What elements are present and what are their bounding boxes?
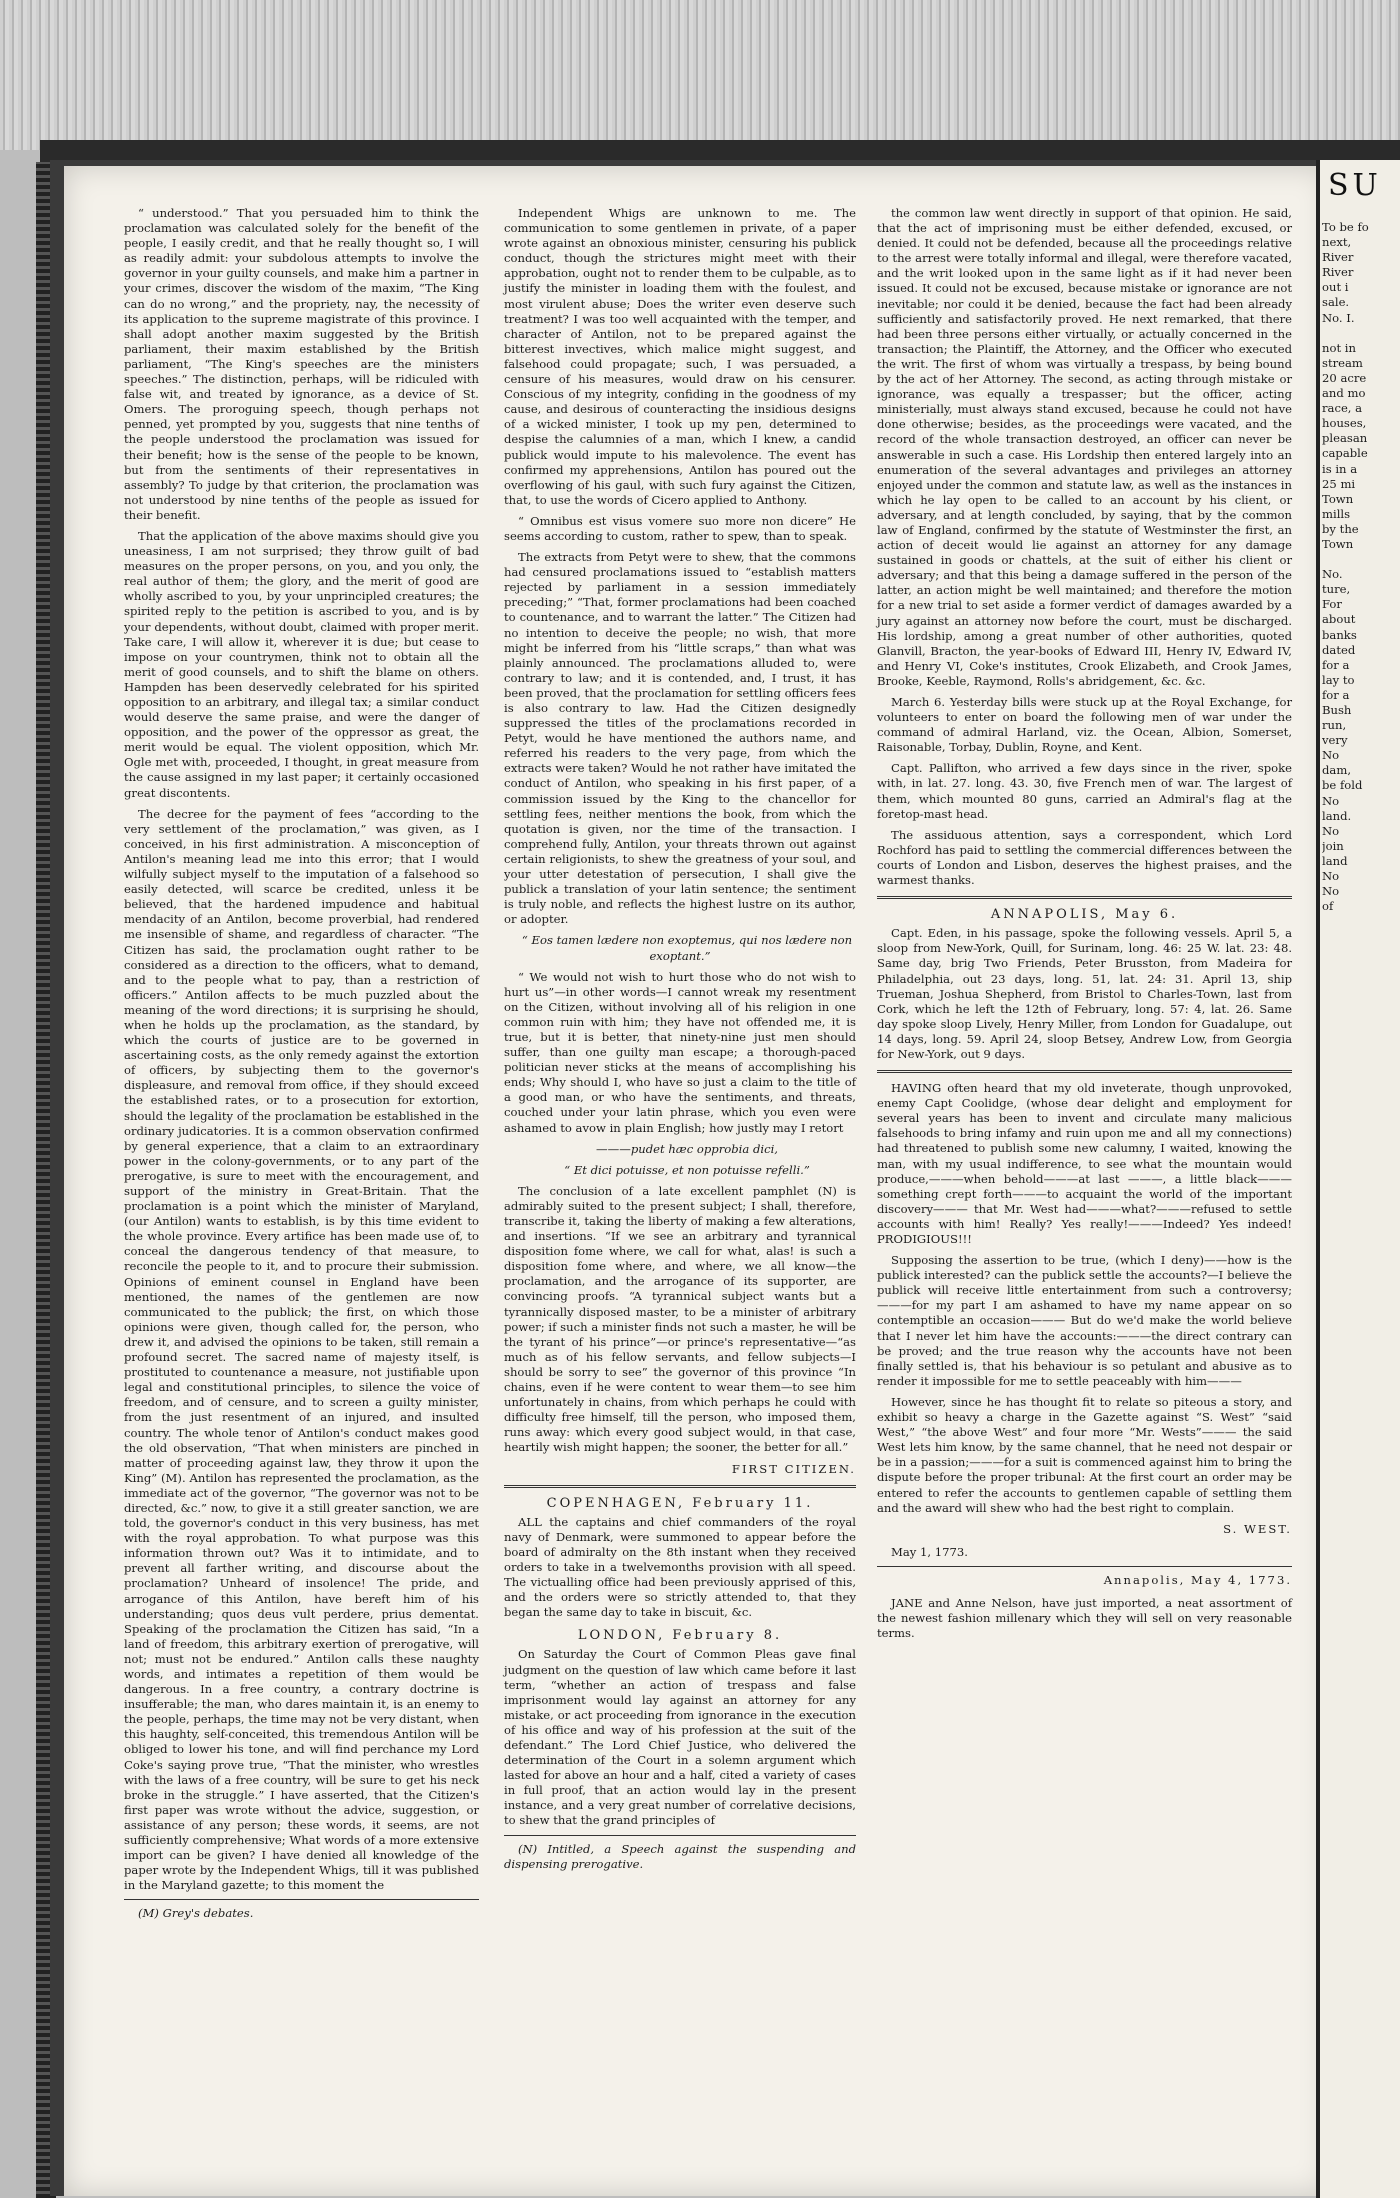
divider [877, 1070, 1292, 1073]
divider [877, 1566, 1292, 1567]
col2-paragraph: The conclusion of a late excellent pamphlet (N) is admirably suited to the present subject; I shall, therefore, transcribe it, taking the liberty of making a few alterations, and insertions. “If we see an arbitrary and tyrannical disposition fome where, we call for what, alas! is such a disposition fome where, and where, we all know—the proclamation, and the arrogance of its supporter, are convincing proofs. “A tyrannical subject wants but a tyrannically disposed master, to be a minister of arbitrary power; if such a minister finds not such a master, he will be the tyrant of his prince”—or prince's representative—“as much as of his fellow servants, and fellow subjects—I should be sorry to see” the governor of this province “In chains, even if he were content to wear them—to see him unfortunately in chains, from which perhaps he could with difficulty free himself, till the person, who imposed them, runs away: which every good subject would, in that case, heartily wish might happen; the sooner, the better for all.” [504, 1183, 856, 1455]
facing-page-fragment: race, a [1322, 401, 1363, 416]
latin-dici: “ Et dici potuisse, et non potuisse refelli.” [564, 1162, 810, 1177]
newspaper-page [50, 160, 1329, 2196]
column-2 [504, 206, 856, 1878]
facing-page-fragment: No [1322, 869, 1340, 884]
west-date: May 1, 1773. [891, 1544, 968, 1559]
facing-page-fragment: is in a [1322, 461, 1358, 476]
divider [124, 1899, 479, 1900]
binding-band [40, 140, 1400, 162]
latin-pudet: ———pudet hæc opprobia dici, [596, 1141, 778, 1156]
nelson-ad: JANE and Anne Nelson, have just imported, a neat assortment of the newest fashion millenary which they will sell on very reasonable terms. [877, 1595, 1292, 1641]
facing-page-fragment: No [1322, 748, 1340, 763]
col3-paragraph: March 6. Yesterday bills were stuck up at the Royal Exchange, for volunteers to enter on board the following men of war under the command of admiral Harland, viz. the Ocean, Albion, Somerset, Raisonable, Torbay, Dublin, Royne, and Kent. [877, 695, 1292, 755]
facing-page-fragment: and mo [1322, 386, 1366, 401]
having-text: HAVING often heard that my old inveterate, though unprovoked, enemy Capt Coolidge, (whose dear delight and employment for several years has been to invent and circulate many malicious falsehoods to bring infamy and ruin upon me and all my connections) had threatened to publish some new calumny, I waited, knowing the man, with my usual indifference, to see what the mountain would produce,———when behold———at last ———, a little black———something crept forth———to acquaint the world of the important discovery——— that Mr. West had———what?———refused to settle accounts with him! Really? Yes really!———Indeed? Yes indeed! PRODIGIOUS!!! [877, 1081, 1292, 1246]
facing-page-fragment: No [1322, 823, 1340, 838]
col3-paragraph: Capt. Pallifton, who arrived a few days since in the river, spoke with, in lat. 27. long. 43. 30, five French men of war. The largest of them, which mounted 80 guns, carried an Admiral's flag at the foretop-mast head. [877, 761, 1292, 821]
facing-page-fragment: Town [1322, 491, 1354, 506]
annapolis-heading: ANNAPOLIS, May 6. [990, 907, 1179, 923]
col1-paragraph: That the application of the above maxims should give you uneasiness, I am not surprised; they throw guilt of bad measures on the proper persons, on you, and you only, the real author of them; the glory, and the merit of good are wholly ascribed to you, by your unprincipled creatures; the spirited reply to the petition is ascribed to you, and is by your dependents, without doubt, claimed with proper merit. Take care, I will allow it, wherever it is due; but cease to impose on your countrymen, think not to obtain all the merit of good counsels, and to shift the blame on others. Hampden has been deservedly celebrated for his spirited opposition to an arbitrary, and illegal tax; a similar conduct would deserve the same praise, and were the danger of opposition, and the power of the oppressor as great, the merit would be equal. The violent opposition, which Mr. Ogle met with, proceeded, I thought, in great measure from the cause assigned in my last paper; it certainly occasioned great discontents. [124, 528, 479, 800]
facing-page-fragment: about [1322, 612, 1356, 627]
col2-paragraph: Independent Whigs are unknown to me. The communication to some gentlemen in private, of a paper wrote against an obnoxious minister, censuring his publick conduct, though the strictures might meet with their approbation, ought not to render them to be culpable, as to justify the minister in loading them with the foulest, and most virulent abuse; Does the writer even deserve such treatment? I was too well acquainted with the temper, and character of Antilon, not to be prepared against the bitterest invectives, which malice might suggest, and falsehood could propagate; such, I was persuaded, a censure of his measures, would draw on his censurer. Conscious of my integrity, confiding in the goodness of my cause, and desirous of counteracting the insidious designs of a wicked minister, I took up my pen, determined to despise the calumnies of a man, which I knew, a candid publick would impute to his malevolence. The event has confirmed my apprehensions, Antilon has poured out the overflowing of his gaul, with such fury against the Citizen, that, to use the words of Cicero applied to Anthony. [504, 206, 856, 507]
col1-paragraph: The decree for the payment of fees “according to the very settlement of the proclamation,” was given, as I conceived, in his first administration. A misconception of Antilon's meaning lead me into this error; that I would wilfully subject myself to the imputation of a falsehood so easily detected, will scarce be credited, unless it be believed, that the hardened impudence and habitual mendacity of an Antilon, become proverbial, had rendered me insensible of shame, and regardless of character. “The Citizen has said, the proclamation ought rather to be considered as a direction to the officers, what to demand, and to the people what to pay, than a restriction of officers.” Antilon affects to be much puzzled about the meaning of the word directions; it is surprising he should, when he holds up the proclamation, as the standard, by which the courts of justice are to be governed in ascertaining costs, as the only remedy against the extortion of officers, by subjecting them to the governor's displeasure, and removal from office, if they should exceed the established rates, or to a prosecution for extortion, should the legality of the proclamation be established in the ordinary judicatories. It is a common observation confirmed by general experience, that a claim to an extraordinary power in the colony-governments, or to any part of the prerogative, is sure to meet with the encouragement, and support of the ministry in Great-Britain. That the proclamation is a point which the minister of Maryland, (our Antilon) wants to establish, is by this time evident to the whole province. Every artifice has been made use of, to conceal the dangerous tendency of that measure, to reconcile the people to it, and to procure their submission. Opinions of eminent counsel in England have been mentioned, the names of the gentlemen are now communicated to the publick; the first, on which those opinions were given, though called for, the person, who drew it, and advised the opinions to be taken, still remain a profound secret. The sacred name of majesty itself, is prostituted to countenance a measure, not justifiable upon legal and constitutional principles, to silence the voice of freedom, and of censure, and to screen a guilty minister, from the just resentment of an injured, and insulted country. The whole tenor of Antilon's conduct makes good the old observation, “That when ministers are pinched in matter of proceeding against law, they throw it upon the King” (M). Antilon has represented the proclamation, as the immediate act of the governor, “The governor was not to be directed, &c.” now, to give it a still greater sanction, we are told, the governor's conduct in this very business, has met with the royal approbation. To what purpose was this information thrown out? Was it to intimidate, and to prevent all farther writing, and discourse about the proclamation? Unheard of insolence! The pride, and arrogance of this Antilon, have bereft him of his understanding; quos deus vult perdere, prius dementat. Speaking of the proclamation the Citizen has said, “In a land of freedom, this arbitrary exertion of prerogative, will not; must not be endured.” Antilon calls these naughty words, and intimates a repetition of them would be dangerous. In a free country, a contrary doctrine is insufferable; the man, who dares maintain it, is an enemy to the people, perhaps, the time may not be very distant, when this haughty, self-conceited, this tremendous Antilon will be obliged to lower his tone, and will find perchance my Lord Coke's saying prove true, “That the minister, who wrestles with the laws of a free country, will be sure to get his neck broke in the struggle.” I have asserted, that the Citizen's first paper was wrote without the advice, suggestion, or assistance of any person; these words, it seems, are not sufficiently comprehensive; What words of a more extensive import can be given? I have denied all knowledge of the paper wrote by the Independent Whigs, till it was published in the Maryland gazette; to this moment the [124, 806, 479, 1893]
facing-page-fragment: out i [1322, 280, 1349, 295]
col2-paragraph: “ We would not wish to hurt those who do not wish to hurt us”—in other words—I cannot wreak my resentment on the Citizen, without involving all of his religion in one common ruin with him; they have not offended me, it is true, but it is better, that ninety-nine just men should suffer, than one guilty man escape; a thorough-paced politician never sticks at the means of accomplishing his ends; Why should I, who have so just a claim to the title of a good man, or who have the sentiments, and threats, couched under your latin phrase, which you even were ashamed to avow in plain English; how justly may I retort [504, 969, 856, 1135]
facing-page-fragment: land [1322, 853, 1348, 868]
divider [504, 1835, 856, 1836]
signature-first-citizen: FIRST CITIZEN. [731, 1461, 856, 1476]
divider [877, 896, 1292, 899]
facing-page-fragment: for a [1322, 687, 1350, 702]
facing-page-fragment: To be fo [1322, 220, 1369, 234]
facing-page-fragment: not in [1322, 340, 1356, 355]
london-text: On Saturday the Court of Common Pleas gave final judgment on the question of law which came before it last term, “whether an action of trespass and false imprisonment would lay against an attorney for any mistake, or act proceeding from ignorance in the execution of his office and way of his profession at the suit of the defendant.” The Lord Chief Justice, who delivered the determination of the Court in a solemn argument which lasted for above an hour and a half, cited a variety of cases in full proof, that an action would lay in the present instance, and a very great number of correlative decisions, to shew that the grand principles of [504, 1647, 856, 1828]
scan-top-margin [0, 0, 1400, 150]
facing-page-fragment: No [1322, 793, 1340, 808]
facing-page-fragment: pleasan [1322, 431, 1368, 446]
facing-page-fragment [1322, 326, 1400, 341]
copenhagen-text: ALL the captains and chief commanders of the royal navy of Denmark, were summoned to appear before the board of admiralty on the 8th instant when they received orders to take in a twelvemonths provision with all speed. The victualling office had been previously apprised of this, and the orders were so strictly attended to, that they began the same day to take in biscuit, &c. [504, 1514, 856, 1620]
facing-page-fragment: by the [1322, 521, 1359, 536]
facing-page-fragment: next, [1322, 235, 1352, 250]
col2-paragraph: The extracts from Petyt were to shew, that the commons had censured proclamations issued to “establish matters rejected by parliament in a session immediately preceding;” “That, former proclamations had been coached to countenance, and to warrant the latter.” The Citizen had no intention to deceive the people; no wish, that more might be inferred from his “little scraps,” than what was plainly announced. The proclamations alluded to, were contrary to law; and it is contended, and, I trust, it has been proved, that the proclamation for settling officers fees is also contrary to law. Had the Citizen designedly suppressed the titles of the proclamations recorded in Petyt, would he have mentioned the authors name, and referred his readers to the very page, from which the extracts were taken? Would he not rather have imitated the conduct of Antilon, who speaking in his first paper, of a commission issued by the King to the chancellor for settling fees, neither mentions the book, from which the quotation is given, nor the time of the transaction. I comprehend fully, Antilon, your threats thrown out against certain religionists, to shew the greatness of your soul, and your utter detestation of persecution, I shall give the publick a translation of your latin sentence; the sentiment is truly noble, and reflects the highest lustre on its author, or adopter. [504, 550, 856, 927]
however-text: However, since he has thought fit to relate so piteous a story, and exhibit so heavy a charge in the Gazette against “S. West” “said West,” “the above West” and four more “Mr. Wests”——— the said West lets him know, by the same channel, that he need not despair or be in a passion;———for a suit is commenced against him to bring the dispute before the proper tribunal: At the first court an order may be entered to refer the accounts to gentlemen capable of settling them and the award will shew who had the best right to complain. [877, 1394, 1292, 1515]
facing-page-fragment: 25 mi [1322, 476, 1356, 491]
facing-page-fragment: sale. [1322, 295, 1350, 310]
column-3 [877, 206, 1292, 1647]
facing-page-fragment: very [1322, 733, 1348, 748]
col3-paragraph: the common law went directly in support of that opinion. He said, that the act of imprisoning must be either defended, excused, or denied. It could not be defended, because all the proceedings relative to the arrest were totally informal and illegal, were therefore vacated, and the writ looked upon in the same light as if it had never been issued. It could not be excused, because mistake or ignorance are not inevitable; nor could it be denied, because the fact had been already sufficiently and satisfactorily proved. He next remarked, that there had been three persons either virtually, or actually concerned in the transaction; the Plaintiff, the Attorney, and the Officer who executed the writ. The first of whom was virtually a trespass, by being bound by the act of her Attorney. The second, as acting through mistake or ignorance, was equally a trespasser; but the officer, acting ministerially, must always stand excused, because he could not have done otherwise; besides, as the proceedings were vacated, and the record of the whole transaction destroyed, an officer can never be answerable in such a case. His Lordship then entered largely into an enumeration of the several advantages and privileges an attorney enjoyed under the common and statute law, as well as the instances in which he lay open to be called to an account by his client, or adversary, and at length concluded, by saying, that by the common law of England, confirmed by the statute of Westminster the first, an action of deceit would lie against an attorney for any damage sustained in goods or chattels, at the suit of either his client or adversary; and that this being a damage suffered in the person of the latter, an action might be well maintained; and therefore the motion for a new trial to set aside a former verdict of damages awarded by a jury against an attorney now before the court, must be discharged. His lordship, among a great number of other authorities, quoted Glanvill, Bracton, the year-books of Edward III, Henry IV, Edward IV, and Henry VI, Coke's institutes, Crook Elizabeth, and Crook James, Brooke, Keeble, Raymond, Rolls's abridgement, &c. &c. [877, 206, 1292, 688]
facing-page-fragment: No. I. [1322, 310, 1355, 325]
ad-dateline: Annapolis, May 4, 1773. [1103, 1572, 1292, 1587]
footnote-n: (N) Intitled, a Speech against the suspending and dispensing prerogative. [504, 1841, 856, 1871]
facing-page-fragment: for a [1322, 657, 1350, 672]
facing-page-fragment: River [1322, 250, 1354, 265]
london-heading: LONDON, February 8. [577, 1628, 783, 1644]
col3-paragraph: The assiduous attention, says a correspondent, which Lord Rochford has paid to settling the commercial differences between the courts of London and Lisbon, deserves the highest praises, and the warmest thanks. [877, 827, 1292, 888]
facing-page-fragment: Town [1322, 536, 1354, 551]
facing-page-fragment: run, [1322, 718, 1347, 733]
facing-page-fragment: ture, [1322, 582, 1351, 597]
facing-page-fragment: houses, [1322, 416, 1367, 431]
facing-page-fragment: dam, [1322, 763, 1352, 778]
signature-west: S. WEST. [1223, 1521, 1292, 1536]
facing-page-fragment: lay to [1322, 672, 1355, 687]
facing-page-fragment: capable [1322, 446, 1368, 461]
facing-page-fragment: of [1322, 899, 1334, 914]
facing-page-fragment: stream [1322, 355, 1363, 370]
facing-page-fragment: dated [1322, 642, 1356, 657]
col1-paragraph: “ understood.” That you persuaded him to think the proclamation was calculated solely for the benefit of the people, I easily credit, and that he really thought so, I will as readily admit: your subdolous attempts to involve the governor in your guilty counsels, and make him a partner in your crimes, discover the wisdom of the maxim, “The King can do no wrong,” and the propriety, nay, the necessity of its application to the supreme magistrate of this province. I shall adopt another maxim suggested by the British parliament, their maxim established by the British parliament, “The King's speeches are the ministers speeches.” The distinction, perhaps, will be ridiculed with false wit, and treated by ignorance, as a device of St. Omers. The proroguing speech, though perhaps not penned, yet prompted by you, suggests that nine tenths of the people understood the proclamation was issued for their benefit; how is the sense of the people to be known, but from the sentiments of their representatives in assembly? To judge by that criterion, the proclamation was not understood by nine tenths of the people as issued for their benefit. [124, 206, 479, 522]
annapolis-text: Capt. Eden, in his passage, spoke the following vessels. April 5, a sloop from New-York, Quill, for Surinam, long. 46: 25 W. lat. 23: 48. Same day, brig Two Friends, Peter Brusston, from Madeira for Philadelphia, out 23 days, long. 51, lat. 24: 31. April 13, ship Trueman, Joshua Shepherd, from Bristol to Charles-Town, last from Cork, which he left the 12th of February, long. 57: 4, lat. 26. Same day spoke sloop Lively, Henry Miller, from London for Guadalupe, out 14 days, long. 59. April 24, sloop Betsey, Andrew Low, from Georgia for New-York, out 9 days. [877, 926, 1292, 1061]
facing-page-fragment: join [1322, 838, 1344, 853]
col2-paragraph: “ Omnibus est visus vomere suo more non dicere” He seems according to custom, rather to spew, than to speak. [504, 513, 856, 543]
facing-page-fragment: land. [1322, 808, 1352, 823]
footnote-m: (M) Grey's debates. [138, 1906, 254, 1921]
facing-page-fragment [1322, 552, 1400, 567]
facing-page-header: SU [1328, 168, 1382, 203]
facing-page-fragment: be fold [1322, 778, 1363, 793]
facing-page-fragment: mills [1322, 506, 1351, 521]
copenhagen-heading: COPENHAGEN, February 11. [546, 1495, 814, 1511]
supposing-text: Supposing the assertion to be true, (which I deny)——how is the publick interested? can the publick settle the accounts?—I believe the publick will receive little entertainment from such a controversy;———for my part I am ashamed to have my name appear on so contemptible an occasion——— But do we'd make the world believe that I never let him have the accounts:———the direct contrary can be proved; and the true reason why the accounts have not been finally settled is, that his behaviour is so petulant and abusive as to render it impossible for me to settle peaceably with him——— [877, 1253, 1292, 1388]
facing-page-fragment: River [1322, 265, 1354, 280]
divider [504, 1485, 856, 1488]
facing-page-fragment: No. [1322, 567, 1343, 582]
facing-page-fragments [1322, 220, 1400, 2120]
facing-page-fragment: banks [1322, 627, 1357, 642]
facing-page-fragment: Bush [1322, 703, 1352, 717]
facing-page-fragment: 20 acre [1322, 370, 1367, 385]
facing-page-fragment: No [1322, 884, 1340, 899]
facing-page-fragment: For [1322, 597, 1342, 612]
latin-quote: “ Eos tamen lædere non exoptemus, qui nos lædere non exoptant.” [521, 933, 853, 963]
column-1 [124, 206, 479, 1928]
